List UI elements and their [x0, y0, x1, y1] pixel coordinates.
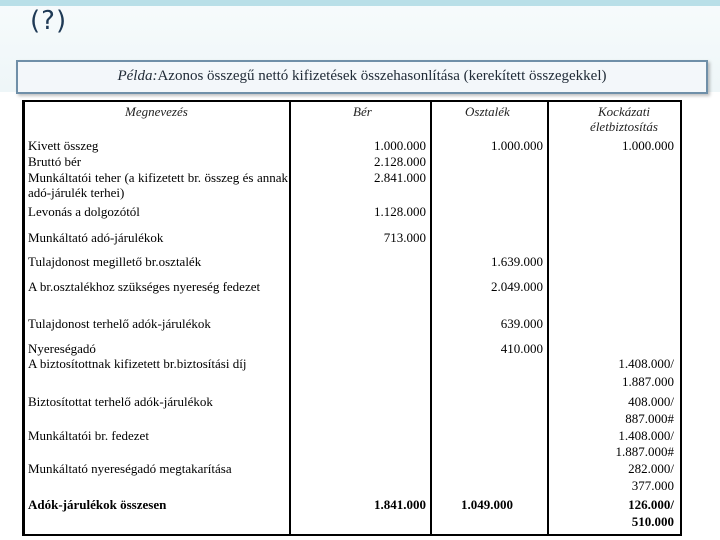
kockazati-biztositottnak-value-1: 1.408.000/ — [618, 356, 674, 371]
column-divider — [430, 102, 432, 534]
ber-teher-value: 2.841.000 — [374, 170, 426, 185]
column-divider — [547, 102, 549, 534]
subtitle-prefix: Példa: — [117, 68, 158, 84]
ber-brutto-value: 2.128.000 — [374, 154, 426, 169]
label-munkaltato-megtakaritas: Munkáltató nyereségadó megtakarítása — [28, 461, 232, 476]
kockazati-terhelo-value-1: 408.000/ — [628, 394, 674, 409]
osztalek-terhelo-value: 639.000 — [500, 316, 543, 331]
header-ber: Bér — [353, 104, 372, 119]
header-kockazati: Kockázati életbiztosítás — [590, 104, 658, 134]
kockazati-biztositottnak-value-2: 1.887.000 — [622, 374, 674, 389]
osztalek-tulaj-value: 1.639.000 — [491, 254, 543, 269]
page-title: (?) — [30, 6, 68, 36]
label-munkaltatoi-fedezet: Munkáltatói br. fedezet — [28, 428, 149, 443]
label-levonas: Levonás a dolgozótól — [28, 204, 140, 219]
header-osztalek: Osztalék — [465, 104, 510, 119]
label-tulaj-osztalek: Tulajdonost megillető br.osztalék — [28, 254, 202, 269]
kockazati-fedezet-value-2: 1.887.000# — [615, 444, 674, 459]
kockazati-osszesen-value-2: 510.000 — [631, 514, 674, 529]
label-biztositottnak: A biztosítottnak kifizetett br.biztosítási díj — [28, 356, 247, 371]
kockazati-terhelo-value-2: 887.000# — [625, 411, 674, 426]
label-munkaltato-jarulek: Munkáltató adó-járulékok — [28, 230, 164, 245]
subtitle-text: Azonos összegű nettó kifizetések összehasonlítása (kerekített összegekkel) — [157, 68, 607, 84]
label-osszesen: Adók-járulékok összesen — [28, 497, 167, 512]
ber-munkaltato-value: 713.000 — [383, 230, 426, 245]
kockazati-osszesen-value-1: 126.000/ — [628, 497, 674, 512]
header-megnevezes: Megnevezés — [125, 104, 188, 119]
kockazati-fedezet-value-1: 1.408.000/ — [618, 428, 674, 443]
label-munkaltatoi-teher: Munkáltatói teher (a kifizetett br. összeg és annak adó-járulék terhei) — [28, 170, 288, 200]
label-biztositott-terhelo: Biztosítottat terhelő adók-járulékok — [28, 394, 213, 409]
label-nyeresegado: Nyereségadó — [28, 341, 96, 356]
label-nyereseg-fedezet: A br.osztalékhoz szükséges nyereség fedezet — [28, 279, 261, 294]
osztalek-kivett-value: 1.000.000 — [491, 138, 543, 153]
label-tulaj-terhelo: Tulajdonost terhelő adók-járulékok — [28, 316, 211, 331]
comparison-table — [22, 100, 682, 536]
osztalek-nyeresegado-value: 410.000 — [500, 341, 543, 356]
ber-osszesen-value: 1.841.000 — [374, 497, 426, 512]
kockazati-megtakaritas-value-1: 282.000/ — [628, 461, 674, 476]
kockazati-kivett-value: 1.000.000 — [622, 138, 674, 153]
kockazati-megtakaritas-value-2: 377.000 — [631, 478, 674, 493]
ber-kivett-value: 1.000.000 — [374, 138, 426, 153]
slide-top-accent-bar — [0, 0, 720, 6]
label-kivett: Kivett összeg — [28, 138, 99, 153]
subtitle-banner — [16, 60, 708, 94]
osztalek-osszesen-value: 1.049.000 — [461, 497, 513, 512]
label-brutto: Bruttó bér — [28, 154, 82, 169]
osztalek-fedezet-value: 2.049.000 — [491, 279, 543, 294]
ber-levonas-value: 1.128.000 — [374, 204, 426, 219]
